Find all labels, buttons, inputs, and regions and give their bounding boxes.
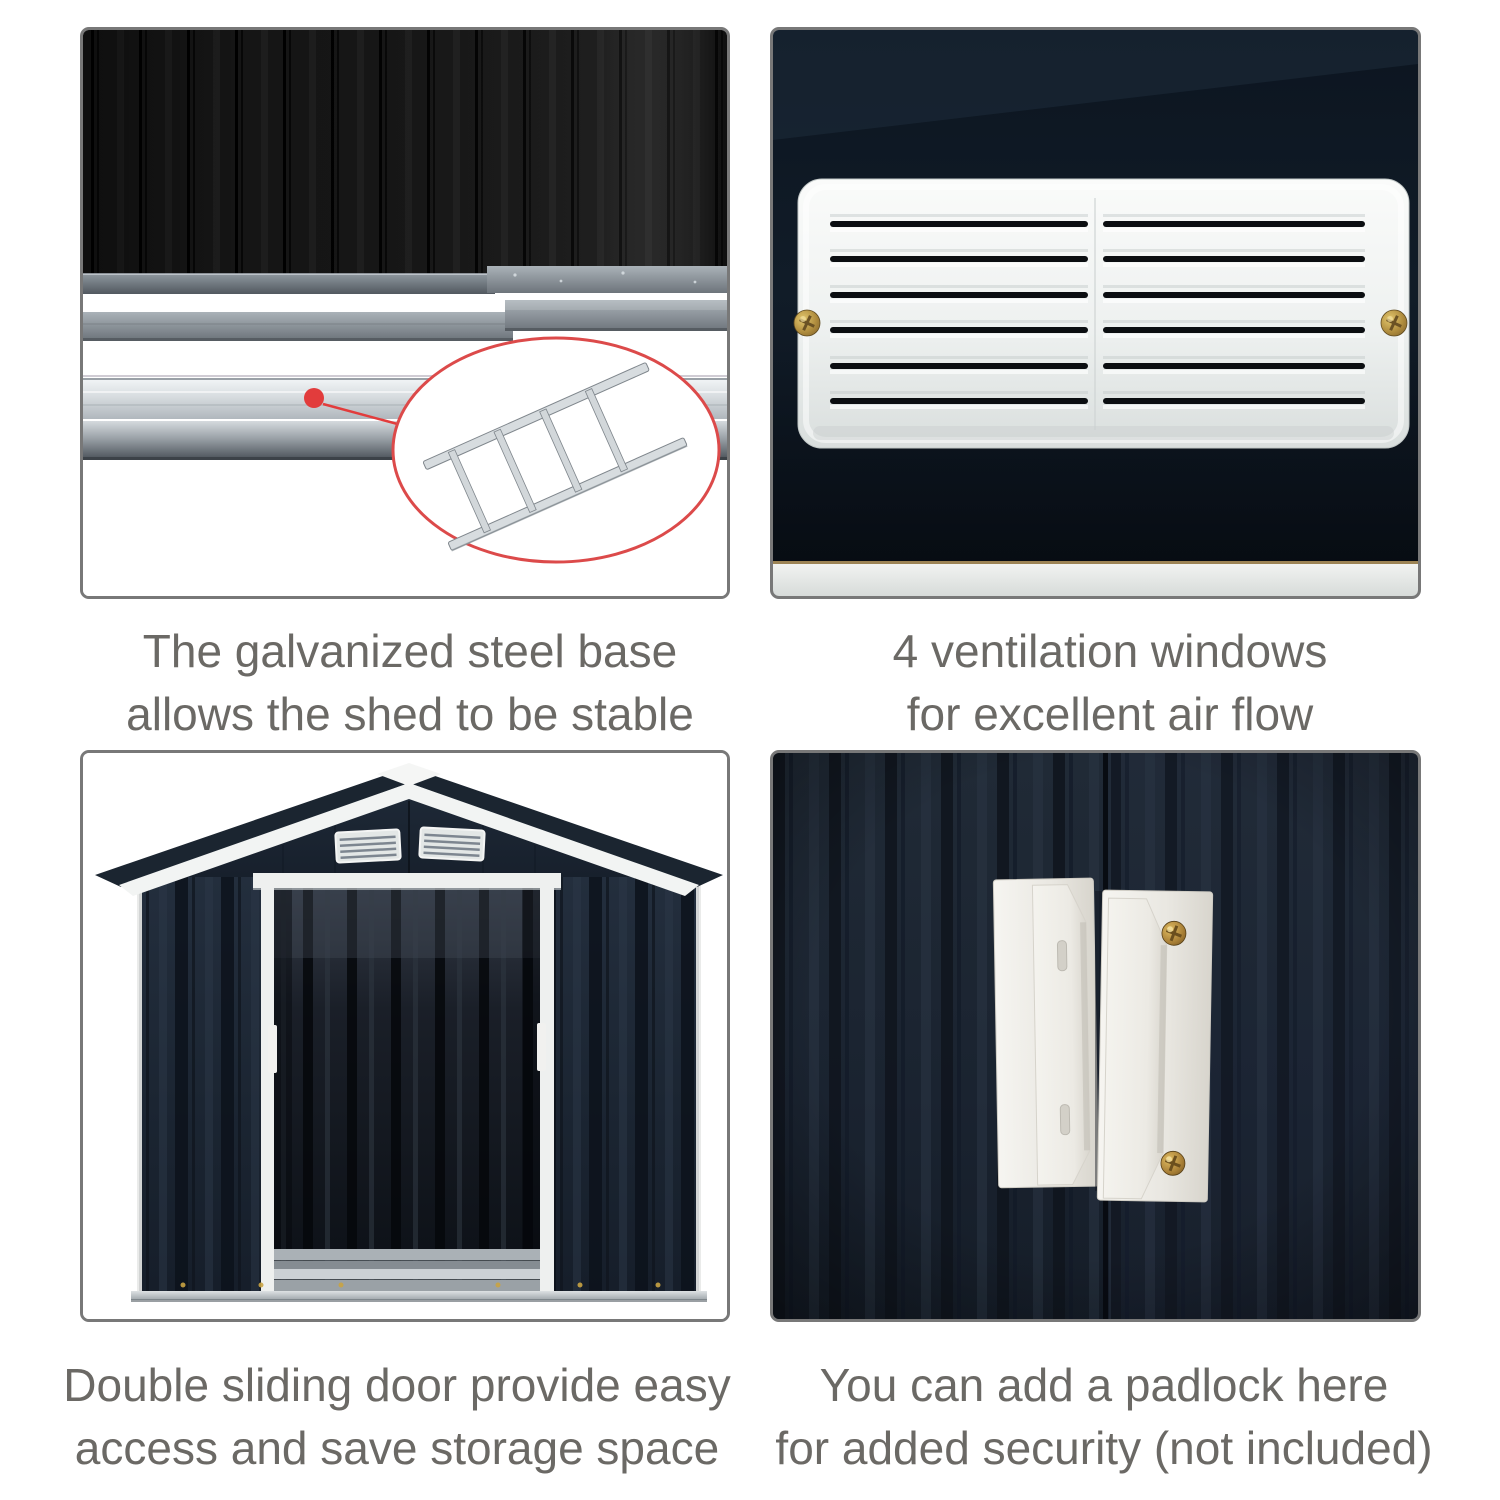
screw-bottom	[1161, 1151, 1185, 1175]
photo-padlock-handles	[770, 750, 1421, 1322]
photo-galvanized-base	[80, 27, 730, 599]
gable-vent-right	[419, 827, 484, 860]
door-opening	[274, 888, 540, 1291]
screw-right	[1381, 310, 1407, 336]
handle-slot-top	[1057, 941, 1067, 971]
shed-illustration	[83, 753, 727, 1319]
caption-line: for excellent air flow	[906, 688, 1314, 740]
caption-line: 4 ventilation windows	[892, 625, 1328, 677]
photo-sliding-door-shed	[80, 750, 730, 1322]
door-handle-left	[268, 1025, 277, 1073]
caption-line: The galvanized steel base	[142, 625, 678, 677]
caption-line: allows the shed to be stable	[126, 688, 694, 740]
handles-illustration	[773, 753, 1418, 1319]
base-rail	[131, 1291, 707, 1300]
photo-ventilation-window	[770, 27, 1421, 599]
galvanized-base-illustration	[83, 30, 727, 596]
caption-line: You can add a padlock here	[819, 1359, 1389, 1411]
screw-left	[794, 310, 820, 336]
caption-padlock	[775, 1354, 1432, 1480]
caption-line: for added security (not included)	[775, 1422, 1433, 1474]
base-trim-strip	[773, 561, 1418, 596]
screw-top	[1162, 921, 1186, 945]
caption-ventilation	[893, 620, 1328, 746]
callout-dot	[304, 388, 324, 408]
ventilation-illustration	[773, 30, 1418, 596]
vent-louver	[794, 179, 1409, 448]
caption-sliding-door	[63, 1354, 730, 1480]
gable-vent-left	[335, 829, 400, 862]
caption-line: Double sliding door provide easy	[63, 1359, 731, 1411]
handle-right	[1097, 890, 1212, 1202]
handle-left	[993, 878, 1098, 1188]
door-handle-right	[537, 1023, 546, 1071]
handle-slot-bottom	[1060, 1105, 1070, 1135]
shed	[95, 763, 723, 1302]
dark-corrugated-wall	[83, 30, 727, 274]
caption-line: access and save storage space	[74, 1422, 720, 1474]
caption-galvanized-base	[126, 620, 694, 746]
